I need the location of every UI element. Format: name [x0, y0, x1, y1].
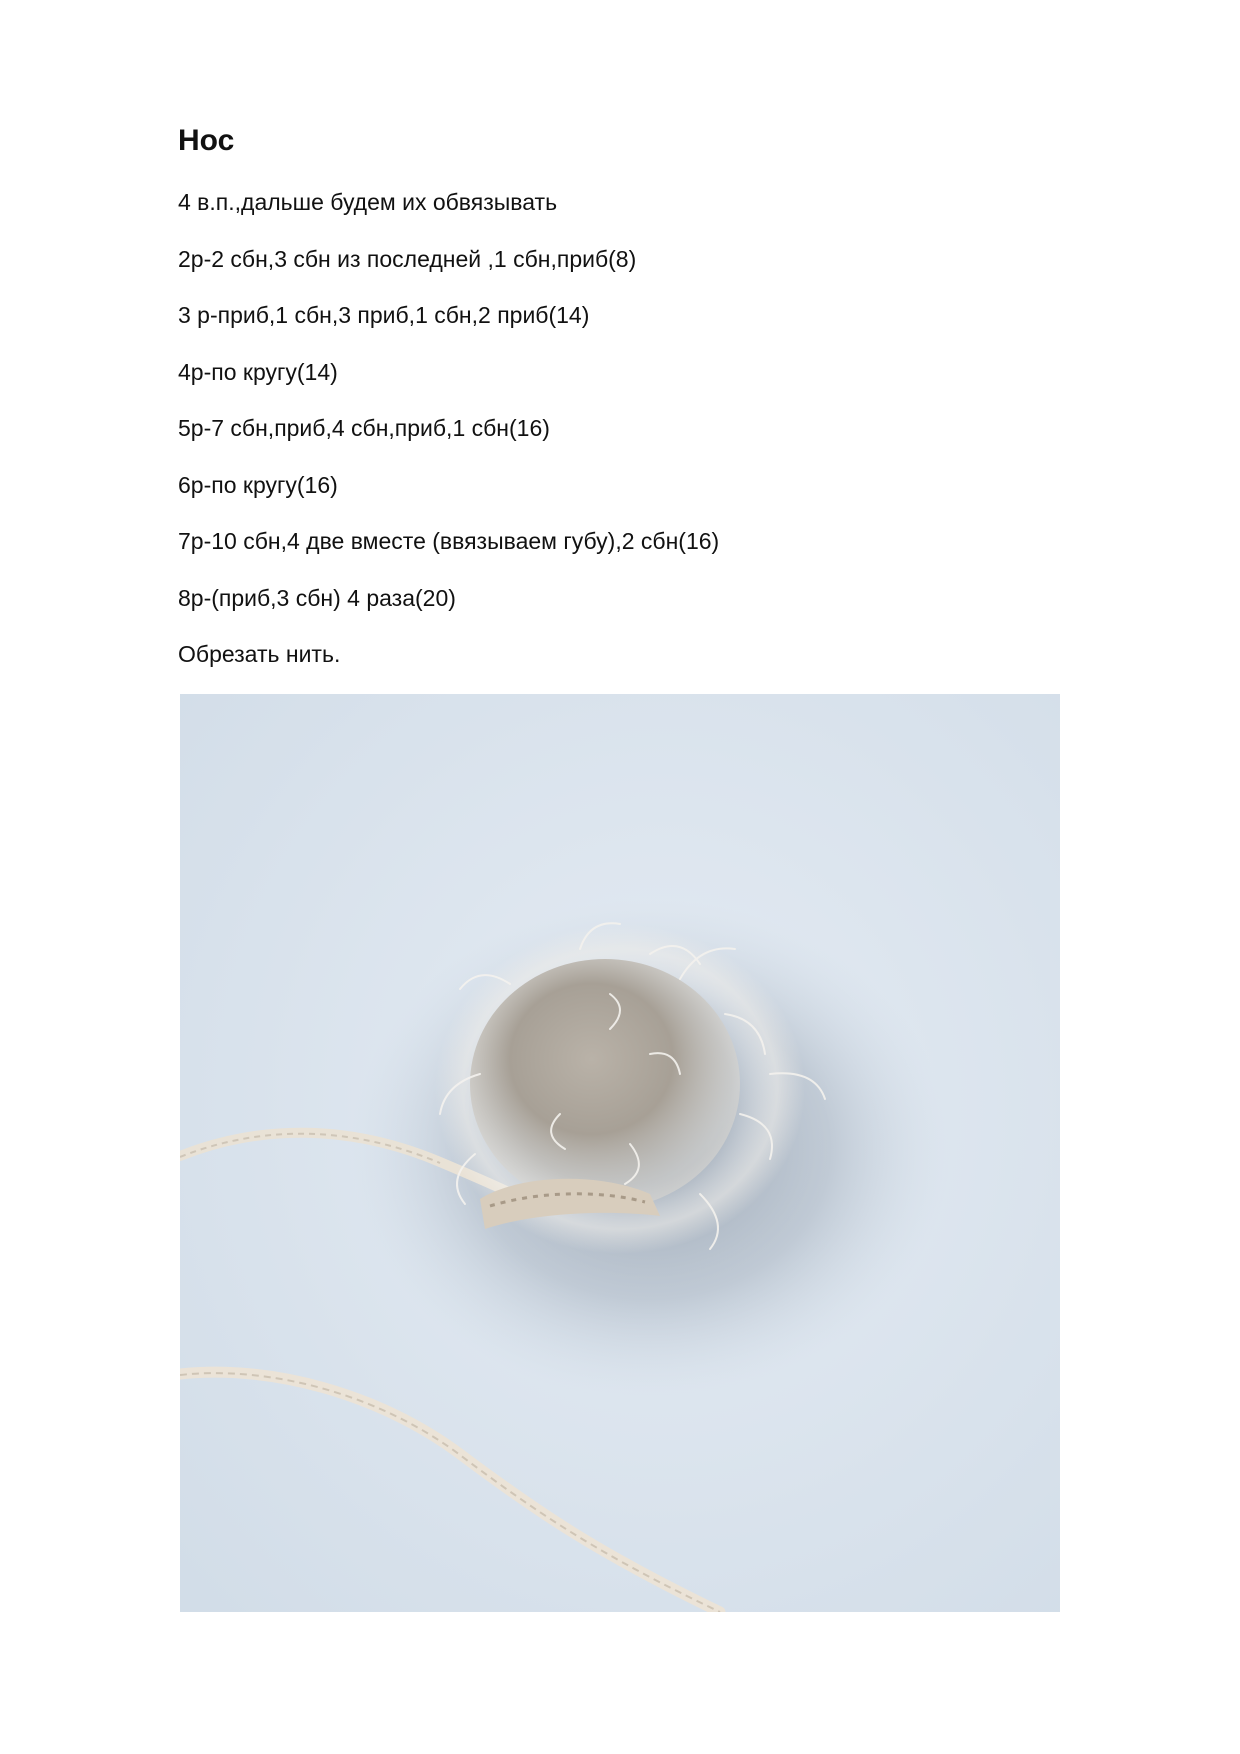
instruction-line: 5р-7 сбн,приб,4 сбн,приб,1 сбн(16) — [178, 415, 550, 441]
crochet-nose-icon — [180, 694, 1060, 1612]
instruction-line: 2р-2 сбн,3 сбн из последней ,1 сбн,приб(8) — [178, 245, 637, 272]
instruction-list — [178, 186, 719, 695]
instruction-line: 7р-10 сбн,4 две вместе (ввязываем губу),2 сбн(16) — [178, 528, 720, 554]
instruction-line: 3 р-приб,1 сбн,3 приб,1 сбн,2 приб(14) — [178, 302, 590, 328]
instruction-line: 6р-по кругу(16) — [178, 471, 338, 498]
instruction-line: 4 в.п.,дальше будем их обвязывать — [178, 189, 558, 215]
instruction-line: 4р-по кругу(14) — [178, 358, 338, 385]
crochet-nose-photo — [180, 694, 1060, 1612]
instruction-line: Обрезать нить. — [178, 641, 341, 667]
instruction-line: 8р-(приб,3 сбн) 4 раза(20) — [178, 584, 456, 611]
page-title: Нос — [178, 124, 235, 157]
